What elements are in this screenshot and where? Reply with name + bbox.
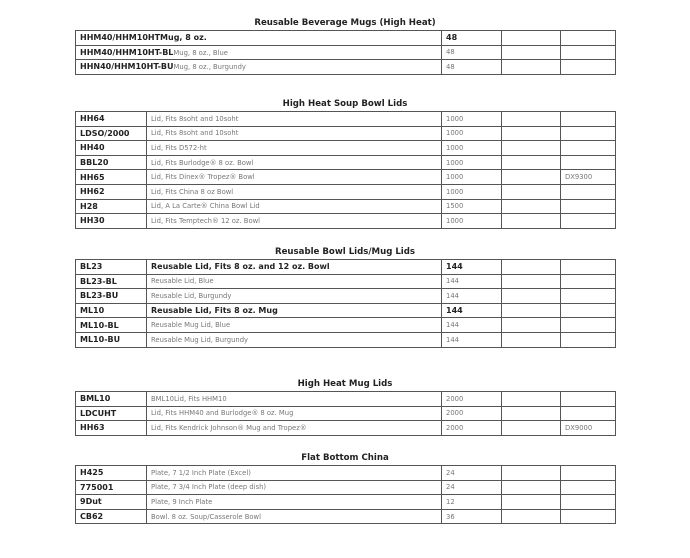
item-col4 <box>502 155 561 170</box>
item-code: BML10 <box>76 392 147 407</box>
item-cross-reference <box>561 199 616 214</box>
item-col4 <box>502 141 561 156</box>
item-description: Plate, 7 1/2 Inch Plate (Excel) <box>147 466 442 481</box>
table-row <box>76 170 616 185</box>
item-description: Lid, Fits Temptech® 12 oz. Bowl <box>147 214 442 229</box>
table-row <box>76 126 616 141</box>
item-quantity: 144 <box>442 289 502 304</box>
item-col4 <box>502 126 561 141</box>
item-col4 <box>502 318 561 333</box>
item-description: Bowl. 8 oz. Soup/Casserole Bowl <box>147 509 442 524</box>
section-title: Reusable Bowl Lids/Mug Lids <box>274 247 416 257</box>
item-description: Lid, Fits D572-ht <box>147 141 442 156</box>
item-col4 <box>502 509 561 524</box>
table-row <box>76 421 616 436</box>
item-code: BL23-BL <box>76 274 147 289</box>
item-col4 <box>502 214 561 229</box>
section-title: High Heat Soup Bowl Lids <box>282 99 408 109</box>
item-quantity: 1000 <box>442 214 502 229</box>
item-description: Lid, A La Carte® China Bowl Lid <box>147 199 442 214</box>
item-code-description-cell <box>76 31 442 46</box>
product-table <box>75 30 616 75</box>
catalog-section <box>75 245 615 348</box>
item-description: Reusable Mug Lid, Burgundy <box>147 332 442 347</box>
table-row <box>76 155 616 170</box>
table-row <box>76 509 616 524</box>
item-description: Lid, Fits 8soht and 10soht <box>147 126 442 141</box>
item-cross-reference <box>561 480 616 495</box>
item-code-description-cell <box>76 60 442 75</box>
item-description: Lid, Fits China 8 oz Bowl <box>147 184 442 199</box>
item-description: Lid, Fits Kendrick Johnson® Mug and Tropez® <box>147 421 442 436</box>
item-quantity: 48 <box>442 60 502 75</box>
item-cross-reference <box>561 495 616 510</box>
catalog-section <box>75 377 615 436</box>
item-code: H28 <box>76 199 147 214</box>
item-code: BL23 <box>76 260 147 275</box>
table-row <box>76 112 616 127</box>
table-row <box>76 184 616 199</box>
item-code: BL23-BU <box>76 289 147 304</box>
item-col4 <box>502 45 561 60</box>
item-cross-reference <box>561 406 616 421</box>
product-table <box>75 465 616 524</box>
item-col4 <box>502 303 561 318</box>
item-description: Lid, Fits 8soht and 10soht <box>147 112 442 127</box>
item-quantity: 24 <box>442 480 502 495</box>
item-col4 <box>502 31 561 46</box>
item-cross-reference <box>561 155 616 170</box>
item-quantity: 1000 <box>442 155 502 170</box>
item-code: HH30 <box>76 214 147 229</box>
item-quantity: 144 <box>442 332 502 347</box>
item-quantity: 24 <box>442 466 502 481</box>
table-row <box>76 260 616 275</box>
item-cross-reference <box>561 509 616 524</box>
item-code: CB62 <box>76 509 147 524</box>
item-code: 775001 <box>76 480 147 495</box>
item-description: Lid, Fits Dinex® Tropez® Bowl <box>147 170 442 185</box>
item-code-description-cell <box>76 45 442 60</box>
item-col4 <box>502 406 561 421</box>
item-cross-reference <box>561 466 616 481</box>
item-col4 <box>502 289 561 304</box>
item-col4 <box>502 60 561 75</box>
item-description: Plate, 7 3/4 Inch Plate (deep dish) <box>147 480 442 495</box>
table-row <box>76 60 616 75</box>
item-quantity: 2000 <box>442 392 502 407</box>
item-col4 <box>502 421 561 436</box>
item-code: HHM40/HHM10HT-BL <box>80 47 174 57</box>
item-quantity: 2000 <box>442 406 502 421</box>
item-quantity: 144 <box>442 318 502 333</box>
table-row <box>76 480 616 495</box>
table-row <box>76 141 616 156</box>
item-code: 9Dut <box>76 495 147 510</box>
item-col4 <box>502 274 561 289</box>
table-row <box>76 31 616 46</box>
item-code: HH65 <box>76 170 147 185</box>
item-col4 <box>502 392 561 407</box>
item-cross-reference <box>561 45 616 60</box>
item-cross-reference <box>561 184 616 199</box>
catalog-section <box>75 451 615 524</box>
item-description: Mug, 8 oz., Burgundy <box>173 63 246 72</box>
item-col4 <box>502 332 561 347</box>
item-code: LDCUHT <box>76 406 147 421</box>
item-code: ML10-BU <box>76 332 147 347</box>
item-description: Reusable Mug Lid, Blue <box>147 318 442 333</box>
item-quantity: 1000 <box>442 170 502 185</box>
item-code: H425 <box>76 466 147 481</box>
item-code: HH64 <box>76 112 147 127</box>
item-quantity: 144 <box>442 274 502 289</box>
item-cross-reference <box>561 392 616 407</box>
product-table <box>75 111 616 229</box>
item-quantity: 1000 <box>442 126 502 141</box>
item-quantity: 144 <box>442 260 502 275</box>
item-code: HH40 <box>76 141 147 156</box>
item-cross-reference <box>561 274 616 289</box>
item-cross-reference <box>561 260 616 275</box>
item-description: Mug, 8 oz., Blue <box>173 48 228 57</box>
table-row <box>76 214 616 229</box>
item-description: Reusable Lid, Fits 8 oz. and 12 oz. Bowl <box>147 260 442 275</box>
section-title: High Heat Mug Lids <box>297 379 393 389</box>
catalog-section <box>75 16 615 75</box>
item-quantity: 1000 <box>442 184 502 199</box>
item-quantity: 48 <box>442 45 502 60</box>
item-description: Mug, 8 oz. <box>160 33 207 43</box>
table-row <box>76 466 616 481</box>
item-cross-reference: DX9000 <box>561 421 616 436</box>
item-col4 <box>502 199 561 214</box>
item-code: ML10 <box>76 303 147 318</box>
item-col4 <box>502 480 561 495</box>
item-col4 <box>502 260 561 275</box>
item-description: Reusable Lid, Burgundy <box>147 289 442 304</box>
catalog-section <box>75 97 615 229</box>
item-col4 <box>502 170 561 185</box>
item-quantity: 12 <box>442 495 502 510</box>
section-title: Reusable Beverage Mugs (High Heat) <box>254 18 436 28</box>
item-code: HH63 <box>76 421 147 436</box>
item-description: Reusable Lid, Blue <box>147 274 442 289</box>
table-row <box>76 495 616 510</box>
table-row <box>76 332 616 347</box>
item-code: LDSO/2000 <box>76 126 147 141</box>
table-row <box>76 289 616 304</box>
item-description: Reusable Lid, Fits 8 oz. Mug <box>147 303 442 318</box>
item-description: Lid, Fits Burlodge® 8 oz. Bowl <box>147 155 442 170</box>
item-cross-reference <box>561 214 616 229</box>
item-cross-reference <box>561 126 616 141</box>
item-code: HHM40/HHM10HT <box>80 33 161 43</box>
item-code: HH62 <box>76 184 147 199</box>
item-cross-reference <box>561 31 616 46</box>
item-code: HHN40/HHM10HT-BU <box>80 62 174 72</box>
item-cross-reference <box>561 332 616 347</box>
table-row <box>76 199 616 214</box>
product-table <box>75 259 616 348</box>
item-col4 <box>502 466 561 481</box>
item-description: Lid, Fits HHM40 and Burlodge® 8 oz. Mug <box>147 406 442 421</box>
item-quantity: 2000 <box>442 421 502 436</box>
product-table <box>75 391 616 436</box>
item-quantity: 48 <box>442 31 502 46</box>
item-quantity: 1500 <box>442 199 502 214</box>
item-code: ML10-BL <box>76 318 147 333</box>
table-row <box>76 406 616 421</box>
item-cross-reference <box>561 303 616 318</box>
item-code: BBL20 <box>76 155 147 170</box>
table-row <box>76 303 616 318</box>
item-description: Plate, 9 Inch Plate <box>147 495 442 510</box>
item-cross-reference <box>561 318 616 333</box>
item-cross-reference <box>561 141 616 156</box>
item-col4 <box>502 184 561 199</box>
item-quantity: 36 <box>442 509 502 524</box>
table-row <box>76 392 616 407</box>
item-col4 <box>502 112 561 127</box>
item-quantity: 1000 <box>442 112 502 127</box>
item-cross-reference <box>561 112 616 127</box>
item-col4 <box>502 495 561 510</box>
item-cross-reference: DX9300 <box>561 170 616 185</box>
item-quantity: 144 <box>442 303 502 318</box>
item-cross-reference <box>561 60 616 75</box>
item-cross-reference <box>561 289 616 304</box>
item-description: BML10Lid, Fits HHM10 <box>147 392 442 407</box>
section-title: Flat Bottom China <box>301 453 389 463</box>
table-row <box>76 45 616 60</box>
table-row <box>76 318 616 333</box>
item-quantity: 1000 <box>442 141 502 156</box>
table-row <box>76 274 616 289</box>
